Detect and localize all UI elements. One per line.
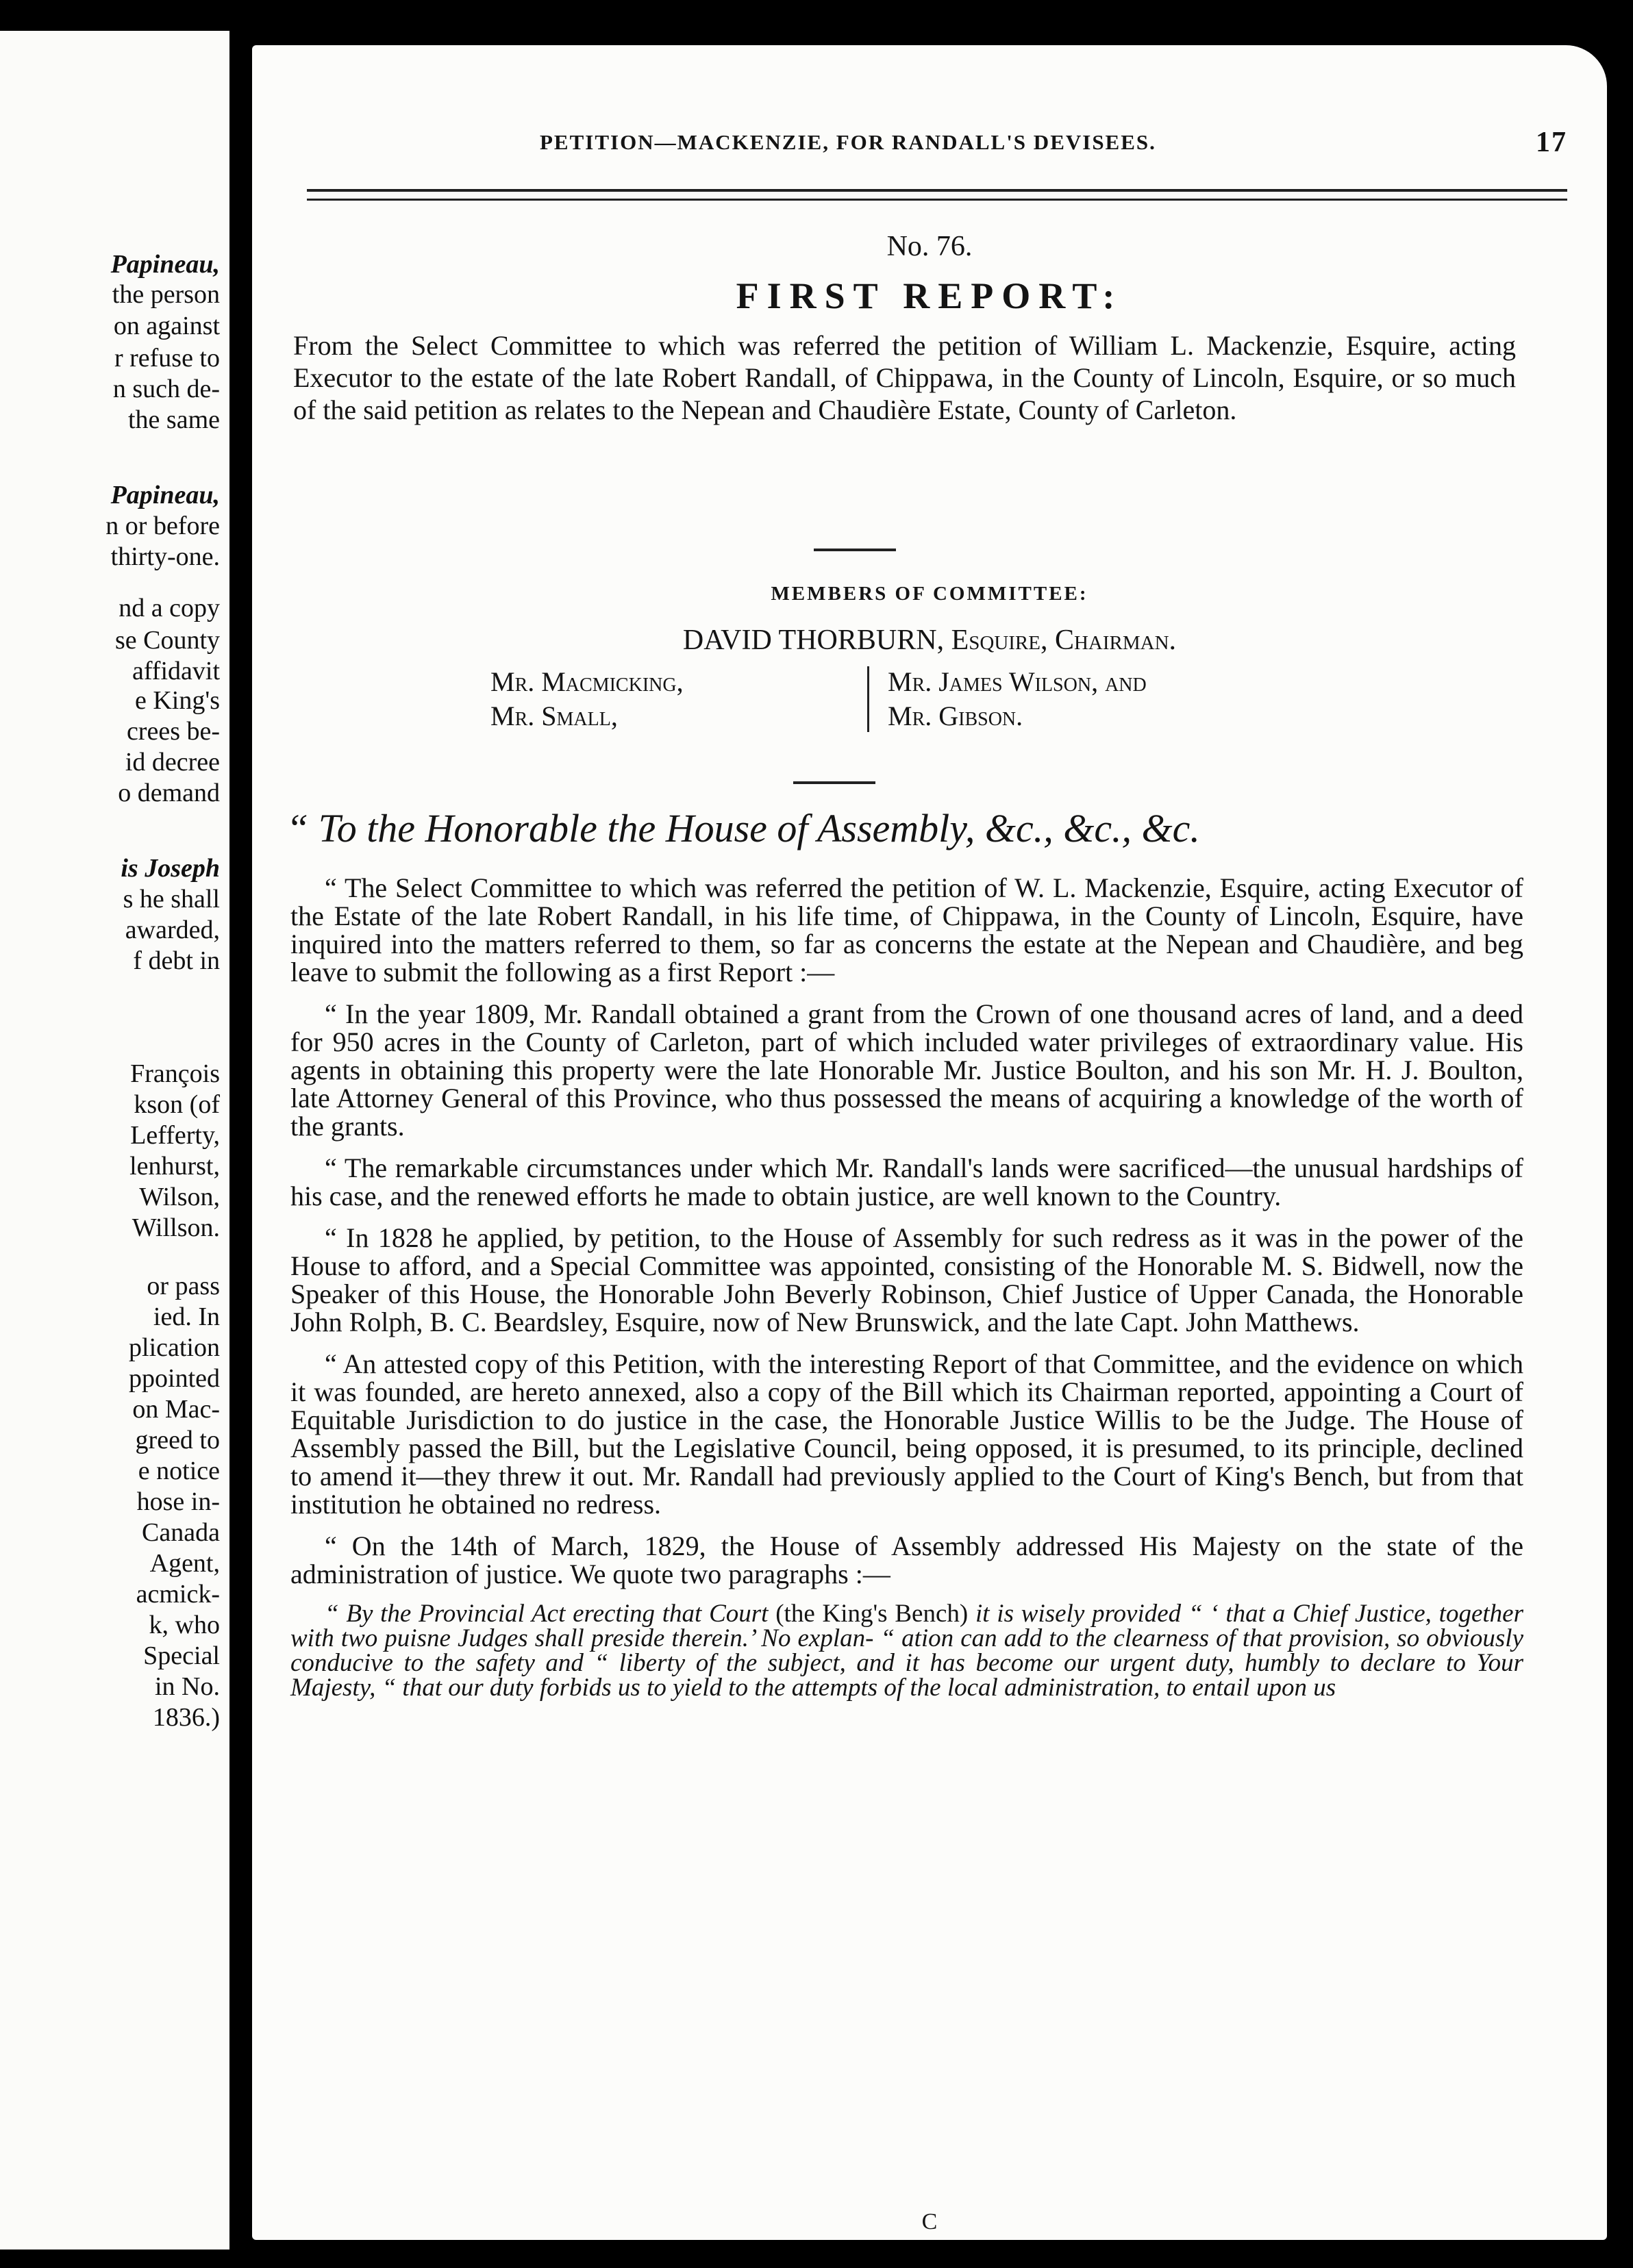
- previous-page-fragment: acmick-: [136, 1580, 220, 1609]
- running-title: PETITION—MACKENZIE, FOR RANDALL'S DEVISEES.: [540, 130, 1156, 154]
- previous-page-fragment: greed to: [135, 1426, 220, 1454]
- previous-page-fragment: 1836.): [152, 1703, 220, 1732]
- previous-page-fragment: awarded,: [125, 916, 220, 944]
- previous-page-fragment: e notice: [138, 1457, 220, 1485]
- previous-page-fragment: id decree: [125, 748, 220, 777]
- report-description: [293, 329, 1516, 426]
- quote-part: it is wisely provided “ ‘ that a Chief Justice, together with two puisne Judges shall preside therein.’ No explan- “ ation can add to the clearness of that provision, so obviously conducive to the safety and “ liberty of the subject, and it has become our urgent duty, humbly to declare to Your Majesty, “ that our duty forbids us to yield to the attempts of the local administration, to entail upon us: [290, 1600, 1523, 1702]
- previous-page-fragment: the same: [127, 405, 220, 434]
- quoted-address: [290, 1602, 1523, 1700]
- previous-page-fragment: is Joseph: [121, 854, 220, 883]
- salutation: “ To the Honorable the House of Assembly, &c., &c., &c.: [286, 806, 1200, 850]
- body-paragraph: “ The Select Committee to which was referred the petition of W. L. Mackenzie, Esquire, acting Executor of the Estate of the late Robert Randall, in his life time, of Chippawa, in the County of Lincoln, Esquire, have inquired into the matters referred to them, so far as concerns the estate at the Nepean and Chaudière, and beg leave to submit the following as a first Report :—: [290, 872, 1523, 987]
- member-name: Mr. Macmicking,: [490, 666, 684, 697]
- column-divider: [867, 666, 869, 732]
- previous-page-fragment: ied. In: [153, 1302, 220, 1331]
- previous-page-fragment: r refuse to: [114, 344, 220, 373]
- previous-page-fragment: s he shall: [123, 885, 220, 914]
- previous-page-fragment: Papineau,: [110, 481, 220, 509]
- previous-page-fragment: hose in-: [136, 1487, 220, 1516]
- previous-page-fragment: the person: [112, 280, 220, 309]
- previous-page-fragment: n such de-: [112, 375, 220, 403]
- previous-page-fragment: e King's: [134, 686, 220, 715]
- previous-page-fragment: Papineau,: [110, 250, 220, 279]
- committee-heading: MEMBERS OF COMMITTEE:: [771, 583, 1088, 605]
- previous-page-fragment: in No.: [155, 1672, 220, 1701]
- section-rule: [793, 781, 875, 784]
- document-number: No. 76.: [886, 231, 973, 262]
- previous-page-fragment: Lefferty,: [130, 1121, 220, 1150]
- members-left-column: [490, 665, 684, 733]
- previous-page-fragment: o demand: [118, 779, 220, 807]
- previous-page-fragment: lenhurst,: [129, 1152, 220, 1181]
- header-rule: [307, 189, 1567, 201]
- previous-page-fragment: n or before: [105, 512, 220, 540]
- previous-page-fragment: Agent,: [149, 1549, 220, 1578]
- previous-page-fragment: thirty-one.: [110, 542, 220, 571]
- previous-page-fragment: Willson.: [132, 1213, 220, 1242]
- previous-page-fragment: affidavit: [132, 657, 220, 685]
- previous-page-fragment: plication: [129, 1333, 220, 1362]
- previous-page-fragment: Canada: [142, 1518, 220, 1547]
- section-rule: [814, 549, 896, 551]
- document-page: [252, 45, 1607, 2240]
- previous-page-fragment: ppointed: [129, 1364, 220, 1393]
- previous-page-fragment: on Mac-: [132, 1395, 220, 1424]
- previous-page-fragment: se County: [114, 626, 220, 655]
- members-right-column: [888, 665, 1147, 733]
- previous-page-fragment: kson (of: [134, 1090, 220, 1119]
- previous-page-fragment: Special: [143, 1641, 220, 1670]
- chairman-name: DAVID THORBURN,: [682, 625, 945, 656]
- previous-page-edge: [0, 31, 229, 2250]
- body-paragraph: “ In 1828 he applied, by petition, to the House of Assembly for such redress as it was in the power of the House to afford, and a Special Committee was appointed, consisting of the Honorable M. S. Bidwell, now the Speaker of this House, the Honorable John Beverly Robinson, Chief Justice of Upper Canada, the Honorable John Rolph, B. C. Beardsley, Esquire, now of New Brunswick, and the late Capt. John Matthews.: [290, 1222, 1523, 1337]
- quote-part: “ By the Provincial Act erecting that Court: [325, 1600, 776, 1628]
- member-name: Mr. Small,: [490, 701, 618, 731]
- report-body: [290, 874, 1523, 1714]
- body-paragraph: “ The remarkable circumstances under which Mr. Randall's lands were sacrificed—the unusual hardships of his case, and the renewed efforts he made to obtain justice, are well known to the Country.: [290, 1152, 1523, 1211]
- previous-page-fragment: k, who: [149, 1611, 220, 1639]
- member-name: Mr. James Wilson, and: [888, 666, 1147, 697]
- signature-mark: C: [921, 2209, 938, 2234]
- previous-page-fragment: nd a copy: [119, 594, 220, 622]
- committee-chairman: [252, 624, 1607, 657]
- body-paragraph: “ In the year 1809, Mr. Randall obtained a grant from the Crown of one thousand acres of land, and a deed for 950 acres in the County of Carleton, part of which included water privileges of extraordinary value. His agents in obtaining this property were the late Honorable Mr. Justice Boulton, and his son Mr. H. J. Boulton, late Attorney General of this Province, who thus possessed the means of acquiring a knowledge of the worth of the grants.: [290, 998, 1523, 1142]
- body-paragraph: “ An attested copy of this Petition, with the interesting Report of that Committee, and the evidence on which it was founded, are hereto annexed, also a copy of the Bill which its Chairman reported, appointing a Court of Equitable Jurisdiction to do justice in the case, the Honorable Justice Willis to be the Judge. The House of Assembly passed the Bill, but the Legislative Council, being opposed, it is presumed, to its principle, declined to amend it—they threw it out. Mr. Randall had previously applied to the Court of King's Bench, but from that institution he obtained no redress.: [290, 1348, 1523, 1520]
- body-paragraph: “ On the 14th of March, 1829, the House of Assembly addressed His Majesty on the state of the administration of justice. We quote two paragraphs :—: [290, 1530, 1523, 1589]
- report-title: FIRST REPORT:: [736, 275, 1123, 316]
- member-name: Mr. Gibson.: [888, 701, 1023, 731]
- previous-page-fragment: on against: [113, 312, 220, 340]
- previous-page-fragment: Wilson,: [139, 1183, 220, 1211]
- chairman-title: Esquire, Chairman.: [951, 625, 1177, 656]
- report-from-text: From the Select Committee to which was referred the petition of William L. Mackenzie, Esquire, acting Executor to the estate of the late Robert Randall, of Chippawa, in the County of Lincoln, Esquire, or so much of the said petition as relates to the Nepean and Chaudière Estate, County of Carleton.: [293, 330, 1516, 425]
- previous-page-fragment: f debt in: [133, 946, 220, 975]
- quote-part: (the King's Bench): [775, 1600, 969, 1628]
- previous-page-fragment: crees be-: [126, 717, 220, 746]
- previous-page-fragment: or pass: [147, 1272, 220, 1300]
- page-number: 17: [1536, 127, 1567, 158]
- previous-page-fragment: François: [130, 1059, 220, 1088]
